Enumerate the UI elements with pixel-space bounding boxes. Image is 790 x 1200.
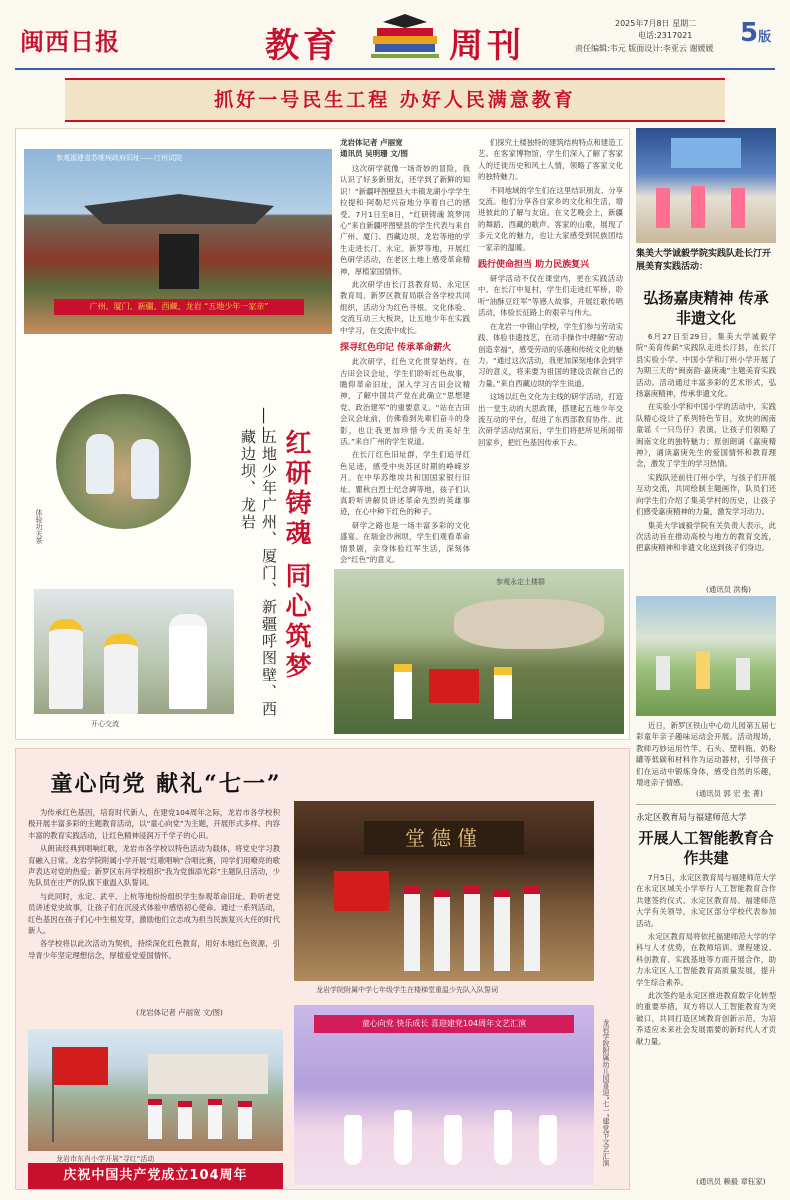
- person-shape: [494, 667, 512, 719]
- lead-subheading-3: 践行使命担当 助力民族复兴: [478, 260, 590, 271]
- story1-credit: (通讯员 洪梅): [706, 585, 752, 594]
- anniversary-banner: 庆祝中国共产党成立104周年: [28, 1163, 283, 1189]
- right-column: [636, 128, 776, 1190]
- person-shape: [394, 1110, 412, 1165]
- person-shape: [394, 664, 412, 719]
- photo-kindergarten-show: [294, 1005, 594, 1185]
- date-line: 2025年7月8日 星期二: [615, 19, 697, 28]
- newspaper-logo: 闽西日报: [20, 27, 120, 56]
- story2-kicker: 永定区教育局与福建师范大学: [636, 813, 747, 823]
- paragraph: 在龙岩一中锦山学校，学生们参与劳动实践、体验非遗技艺，在动手操作中理解“劳动创造幸福”，感受劳动的乐趣和传统文化的魅力。“通过这次活动，我更加深刻地体会到学习的意义，将来要为祖国的建设贡献自己的力量。”来自西藏边坝的学生说道。: [478, 321, 623, 388]
- lead-column-2: [478, 137, 623, 593]
- lead-correspondent: 通讯员 吴明珊 文/图: [340, 149, 408, 158]
- photo-right-caption: 龙岩学院附属幼儿园喜迎“七一”建党节文艺汇演: [602, 1019, 610, 1167]
- person-shape: [49, 619, 83, 709]
- person-shape: [131, 439, 159, 499]
- story2-headline: 开展人工智能教育合作共建: [638, 829, 774, 867]
- photo-shizhou-school: [24, 149, 332, 334]
- brief-credit: (通讯员 郭 宏 张 菁): [696, 789, 763, 798]
- paragraph: 研学之路也是一场丰富多彩的文化盛宴。在瑞金沙洲坝，学生们观看革命情景剧，亲身体验红军生活，深刻体会“红色”的意义。: [340, 520, 470, 564]
- person-shape: [494, 1110, 512, 1165]
- person-shape: [696, 651, 710, 689]
- person-shape: [238, 1101, 252, 1139]
- paragraph: 这次研学就像一场奇妙的冒险，我认识了好多新朋友，还学到了新鲜的知识！”新疆呼图壁县大丰镇龙湖小学学生拉提和·阿勒尼兴奋地分享着自己的感受。7月1日至8日，“红研铸魂 筑梦同心”来自新疆呼图壁县的学生代表与来自广州、厦门、西藏边坝、龙岩等地的学生走进长汀、永定、新罗等地，开展红色研学活动，在老区土地上感受革命精神，厚植家国情怀。: [340, 164, 470, 276]
- story2-body: [636, 872, 776, 1174]
- lead-column-1: [340, 137, 470, 593]
- photo-middle-school-pledge: [294, 801, 594, 981]
- person-shape: [208, 1099, 222, 1139]
- building-block: [148, 1054, 268, 1094]
- person-shape: [86, 434, 114, 494]
- flag-shape: [429, 669, 479, 703]
- person-shape: [104, 634, 138, 714]
- photo-bottom-caption: 开心交流: [91, 720, 119, 728]
- paragraph: 这场以红色文化为主线的研学活动，打造出一堂生动的大思政课，搭建起五地少年交流互动的平台，促进了东西部教育协作。此次研学活动结束后，学生们将把所见所闻带回家乡，把红色基因传承下去。: [478, 392, 623, 447]
- sign-board: 堂德僅: [364, 821, 524, 855]
- section-title-right: 周刊: [449, 26, 525, 66]
- paragraph: 研学活动不仅在课堂内，更在实践活动中。在长汀中复村，学生们走进红军桥，聆听“油酥豆红军”等感人故事，开展红歌传唱活动，体验长征路上的艰辛与伟大。: [478, 274, 623, 318]
- person-shape: [736, 658, 750, 690]
- person-shape: [656, 656, 670, 690]
- person-shape: [404, 886, 420, 971]
- person-shape: [539, 1115, 557, 1165]
- person-shape: [731, 188, 745, 228]
- paragraph: 们探究土楼独特的建筑结构特点和建造工艺。在客家博物馆，学生们深入了解了客家人的迁徙历史和风土人情，领略了客家文化的独特魅力。: [478, 138, 623, 182]
- person-shape: [444, 1115, 462, 1165]
- stage-screen: [671, 138, 741, 168]
- lead-reporter: 龙岩体记者 卢丽宽: [340, 138, 403, 147]
- page-number: [740, 18, 771, 48]
- flag-shape: [53, 1047, 108, 1085]
- brief-body: [636, 720, 776, 786]
- person-shape: [656, 188, 670, 228]
- photo-exchange: [34, 589, 234, 714]
- photo-mid-caption: 体验功夫茶: [35, 509, 43, 544]
- stage-banner: 童心向党 快乐成长 喜迎建党104周年文艺汇演: [314, 1015, 574, 1033]
- paragraph: 各学校将以此次活动为契机，持续深化红色教育，用好本地红色资源，引导青少年坚定理想信念，厚植爱党爱国情怀。: [28, 939, 280, 960]
- bottom-body: [28, 807, 280, 1003]
- slogan-text: 抓好一号民生工程 办好人民满意教育: [214, 89, 576, 111]
- photo-top-caption: 参观福建省苏维埃政府旧址——汀州试院: [56, 154, 182, 162]
- person-shape: [178, 1101, 192, 1139]
- paragraph: 与此同时，永定、武平、上杭等地纷纷组织学生参观革命旧址、聆听老党员讲述党史故事，让孩子们在沉浸式体验中感悟初心使命。通过一系列活动，红色基因在孩子们心中生根发芽，激励他们立志成为担当民族复兴大任的时代新人。: [28, 891, 280, 936]
- masthead: [0, 0, 790, 72]
- paragraph: 在实验小学和中国小学的活动中，实践队精心设计了系列特色节目，欢快的闽南童谣《一只鸟仔》表演，让孩子们领略了闽南文化的独特魅力；原创朗诵《嘉庚精神》，诵读嘉庚先生的爱国情怀和教育理念，激发了学生的学习热情。: [636, 402, 776, 469]
- paragraph: 近日，新罗区铁山中心幼儿园第五届七彩童年亲子趣味运动会开展。活动现场，教师巧妙运用竹竿、石头、塑料瓶、奶粉罐等低碳和材料作为运动器材，引导孩子们在运动中锻炼身体，感受自然的乐趣，增进亲子情感。: [636, 721, 776, 788]
- slogan-banner: [65, 78, 725, 122]
- editor-line: 责任编辑:韦元 版面设计:李亚云 谢媛媛: [575, 44, 714, 53]
- paragraph: 为传承红色基因，培育时代新人，在建党104周年之际，龙岩市各学校积极开展丰富多彩的主题教育活动，以“童心向党”为主题，开展形式多样、内容丰富的教育实践活动，让红色精神浸润万千学子的心田。: [28, 808, 280, 840]
- lead-story: [15, 128, 630, 740]
- story1-kicker: 集美大学诚毅学院实践队赴长汀开展美育实践活动：: [636, 249, 772, 272]
- phone-line: 电话:2317021: [638, 31, 693, 40]
- paragraph: 实践队还前往汀州小学，与孩子们开展互动交流，共同绘制主题画作，队员们还向学生们介绍了集美学村的历史，让孩子们感受嘉庚精神的力量，激发学习动力。: [636, 472, 776, 517]
- lead-subhead: 五地少年广州、厦门、新疆呼图壁、西藏边坝、龙岩: [239, 429, 278, 718]
- person-shape: [691, 186, 705, 228]
- paragraph: 集美大学诚毅学院有关负责人表示，此次活动旨在推动高校与地方的教育交流，把嘉庚精神和非遗文化送到孩子们身边。: [636, 520, 776, 553]
- paragraph: 7月5日，永定区教育局与福建师范大学在永定区城关小学举行人工智能教育合作共建签约仪式。永定区教育局、福建师范大学有关领导，永定区部分学校代表参加活动。: [636, 873, 776, 928]
- paragraph: 在长汀红色旧址群，学生们追寻红色足迹，感受中央苏区时期的峥嵘岁月。在中华苏维埃共和国国家银行旧址、瞿秋白烈士纪念碑等地，孩子们认真聆听讲解员讲述革命先烈的英雄事迹，在心中种下红色的种子。: [340, 450, 470, 517]
- paragraph: 从朗读经典到唱响红歌，龙岩市各学校以特色活动为载体，将党史学习教育融入日常。龙岩学院附属小学开展“红歌唱响”合唱比赛，同学们用嘹亮的歌声表达对党的热爱；新罗区东肖学校组织“我为党旗添光彩”主题队日活动，少先队员在庄严的队旗下重温入队誓词。: [28, 844, 280, 888]
- flag-shape: [334, 871, 389, 911]
- paragraph: 不同地域的学生们在这里结识朋友、分享交流。他们分享各自家乡的文化和生活，增进彼此的了解与友谊。在文艺晚会上，新疆的舞蹈、西藏的歌声、客家的山歌，展现了多元文化的魅力，也让大家感受到民族团结一家亲的温暖。: [478, 185, 623, 252]
- paragraph: 此次签约是永定区推进教育数字化转型的重要举措，双方将以人工智能教育为突破口，共同打造区域教育创新示范，为培养适应未来社会发展需要的新时代人才贡献力量。: [636, 991, 776, 1046]
- photo-banner: 广州、厦门、新疆、西藏、龙岩 “五地少年一家亲”: [54, 299, 304, 315]
- page-unit: 版: [758, 30, 772, 45]
- person-shape: [464, 886, 480, 971]
- lead-headline: 红研铸魂 同心筑梦: [281, 429, 311, 683]
- divider: [636, 804, 776, 805]
- building-door: [159, 234, 199, 289]
- photo-dongxiao-school: [28, 1029, 283, 1151]
- person-shape: [524, 886, 540, 971]
- bottom-section: [15, 748, 630, 1190]
- photo-left-caption: 龙岩学院附属中学七年级学生在楼梯堂重温少先队入队誓词: [316, 986, 498, 994]
- person-shape: [169, 614, 207, 709]
- person-shape: [434, 889, 450, 971]
- lead-subheading-1: 探寻红色印记 传承革命薪火: [340, 343, 452, 354]
- person-shape: [344, 1115, 362, 1165]
- photo-bottom-caption: 龙岩市东肖小学开展“寻红”活动: [56, 1155, 155, 1163]
- photo-kindergarten-sports: [636, 596, 776, 716]
- tulou-model: [454, 599, 604, 649]
- story1-headline: 弘扬嘉庚精神 传承非遗文化: [643, 289, 769, 327]
- paragraph: 此次研学，红色文化贯穿始终。在古田会议会址，学生们聆听红色故事，瞻仰革命旧址，深入学习古田会议精神，了解中国共产党在此确立“思想建党、政治建军”的重要意义。“站在古田会议会址前，仿佛看到先辈们奋斗的身影，也让我更加珍惜今天的美好生活。”来自广州的学生说道。: [340, 357, 470, 446]
- section-title-left: 教育: [265, 26, 341, 66]
- paragraph: 永定区教育局将依托福建师范大学的学科与人才优势，在教师培训、课程建设、科创教育、实践基地等方面开展合作，助力永定区人工智能教育高质量发展，提升学生综合素养。: [636, 932, 776, 987]
- building-roof: [84, 194, 274, 224]
- paragraph: 此次研学由长汀县教育局、永定区教育局、新罗区教育局联合各学校共同组织，活动分为红色寻根、文化体验、交流互动三大板块，让五地少年在实践中学习，在交流中成长。: [340, 280, 470, 335]
- person-shape: [148, 1099, 162, 1139]
- flag-pole: [52, 1047, 54, 1142]
- section-title: [265, 14, 615, 64]
- story2-credit: (通讯员 赖毅 章钰家): [696, 1177, 766, 1186]
- books-icon: [365, 14, 445, 64]
- lead-subhead-dash: ——: [254, 407, 274, 445]
- bottom-headline: 童心向党 献礼“七一”: [50, 771, 282, 797]
- story1-body: [636, 331, 776, 581]
- photo-tulou: [334, 569, 624, 734]
- paragraph: 6月27日至29日，集美大学诚毅学院“美育传薪”实践队走进长汀县，在长汀县实验小学、中国小学和汀州小学开展了为期三天的“闽南韵·嘉庚魂”主题美育实践活动。活动通过丰富多彩的艺术形式，弘扬嘉庚精神，传承非遗文化。: [636, 332, 776, 399]
- photo-tea: [56, 394, 191, 529]
- page-number-value: 5: [740, 18, 759, 48]
- person-shape: [494, 889, 510, 971]
- masthead-rule: [15, 68, 775, 70]
- photo-right-caption: 参观永定土楼群: [496, 578, 545, 586]
- photo-jimei-performance: [636, 128, 776, 243]
- bottom-credit: (龙岩体记者 卢丽宽 文/图): [136, 1008, 223, 1017]
